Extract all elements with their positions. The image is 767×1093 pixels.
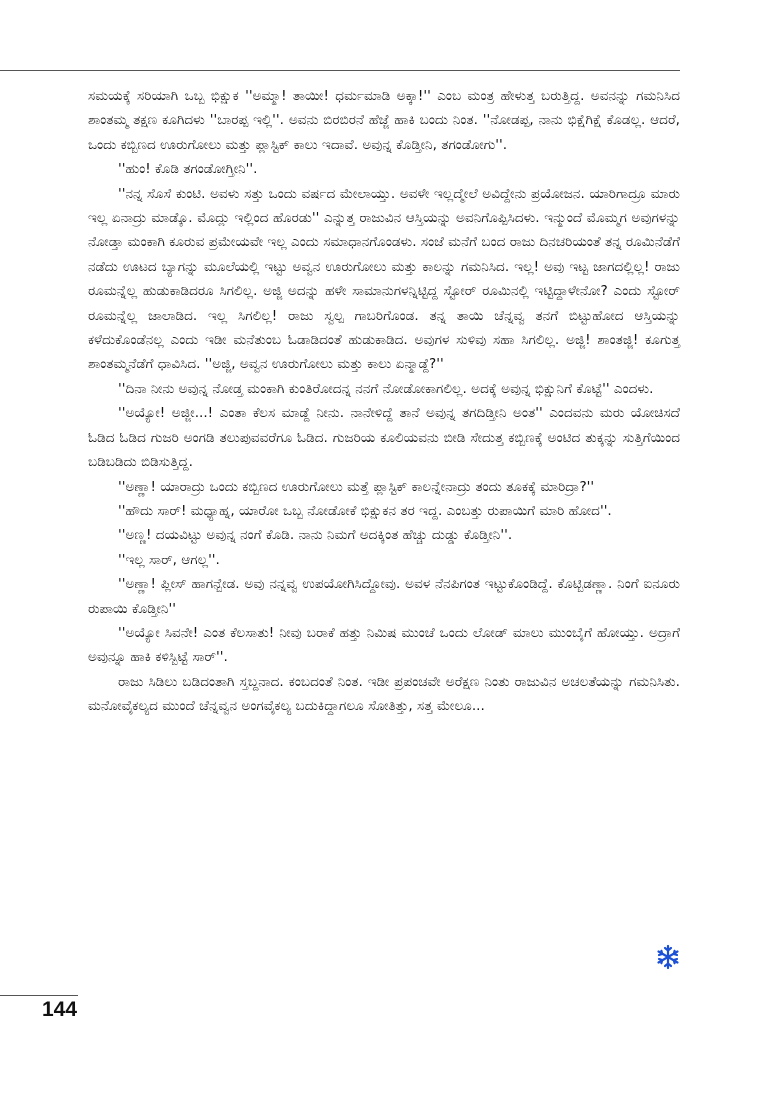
paragraph: ''ಅಯ್ಯೋ! ಅಜ್ಜೀ...! ಎಂತಾ ಕೆಲಸ ಮಾಡ್ದೆ ನೀನು. ನಾನೇಳಿದ್ದೆ ತಾನೆ ಅವುನ್ನ ತಗದಿಡ್ತೀನಿ ಅಂತ'' ಎಂದವನು ಮರು ಯೋಚಿಸದೆ ಓಡಿದ ಓಡಿದ ಗುಜರಿ ಅಂಗಡಿ ತಲುಪುವವರೆಗೂ ಓಡಿದ. ಗುಜರಿಯ ಕೂಲಿಯವನು ಬೀಡಿ ಸೇದುತ್ತ ಕಬ್ಬಿಣಕ್ಕೆ ಅಂಟಿದ ತುಕ್ಕನ್ನು ಸುತ್ತಿಗೆಯಿಂದ ಬಡಿಬಡಿದು ಬಿಡಿಸುತ್ತಿದ್ದ. — [88, 405, 680, 471]
header-rule — [0, 70, 680, 71]
paragraph: ''ಅಣ್ಣಾ! ಪ್ಲೀಸ್ ಹಾಗನ್ಬೇಡ. ಅವು ನನ್ನವ್ವ ಉಪಯೋಗಿಸಿದ್ದೋವು. ಅವಳ ನೆನಪಿಗಂತ ಇಟ್ಟುಕೊಂಡಿದ್ದೆ. ಕೊಟ್ಬಿಡಣ್ಣಾ. ನಿಂಗೆ ಐನೂರು ರುಪಾಯಿ ಕೊಡ್ತೀನಿ'' — [88, 576, 680, 617]
paragraph: ''ಅಯ್ಯೋ ಸಿವನೇ! ಎಂತ ಕೆಲಸಾತು! ನೀವು ಬರಾಕೆ ಹತ್ತು ನಿಮಿಷ ಮುಂಚೆ ಒಂದು ಲೋಡ್ ಮಾಲು ಮುಂಬೈಗೆ ಹೋಯ್ತು. ಅದ್ರಾಗೆ ಅವುನ್ನೂ ಹಾಕಿ ಕಳಿಸ್ಬಿಟ್ಟೆ ಸಾರ್''. — [88, 624, 680, 666]
story-text — [88, 84, 680, 719]
paragraph: ''ಅಣ್ಣಾ! ಯಾರಾದ್ರು ಒಂದು ಕಬ್ಬಿಣದ ಊರುಗೋಲು ಮತ್ತೆ ಪ್ಲಾಸ್ಟಿಕ್ ಕಾಲನ್ನೇನಾದ್ರು ತಂದು ತೂಕಕ್ಕೆ ಮಾರಿದ್ರಾ?'' — [118, 478, 595, 495]
paragraph: ''ಹೌದು ಸಾರ್! ಮಧ್ಯಾಹ್ನ, ಯಾರೋ ಒಬ್ಬ ನೋಡೋಕೆ ಭಿಕ್ಷುಕನ ತರ ಇದ್ದ. ಎಂಬತ್ತು ರುಪಾಯಿಗೆ ಮಾರಿ ಹೋದ''. — [118, 502, 612, 519]
paragraph: ''ದಿನಾ ನೀನು ಅವುನ್ನ ನೋಡ್ತ ಮಂಕಾಗಿ ಕುಂತಿರೋದನ್ನ ನನಗೆ ನೋಡೋಕಾಗಲಿಲ್ಲ. ಅದಕ್ಕೆ ಅವುನ್ನ ಭಿಕ್ಷುನಿಗೆ ಕೊಟ್ಟೆ'' ಎಂದಳು. — [118, 380, 654, 397]
paragraph: ಸಮಯಕ್ಕೆ ಸರಿಯಾಗಿ ಒಬ್ಬ ಭಿಕ್ಷುಕ ''ಅಮ್ಮಾ! ತಾಯೀ! ಧರ್ಮಮಾಡಿ ಅಕ್ಕಾ!'' ಎಂಬ ಮಂತ್ರ ಹೇಳುತ್ತ ಬರುತ್ತಿದ್ದ. ಅವನನ್ನು ಗಮನಿಸಿದ ಶಾಂತಮ್ಮ ತಕ್ಷಣ ಕೂಗಿದಳು ''ಬಾರಪ್ಪ ಇಲ್ಲಿ''. ಅವನು ಬಿರಬಿರನೆ ಹೆಜ್ಜೆ ಹಾಕಿ ಬಂದು ನಿಂತ. ''ನೋಡಪ್ಪ, ನಾನು ಭಿಕ್ಷೆಗಿಕ್ಷೆ ಕೊಡಲ್ಲ. ಆದರೆ, ಒಂದು ಕಬ್ಬಿಣದ ಊರುಗೋಲು ಮತ್ತು ಪ್ಲಾಸ್ಟಿಕ್ ಕಾಲು ಇದಾವೆ. ಅವುನ್ನ ಕೊಡ್ತೀನಿ, ತಗಂಡೋಗು''. — [88, 88, 680, 153]
paragraph: ''ಇಲ್ಲ ಸಾರ್, ಆಗಲ್ಲ''. — [118, 551, 220, 568]
paragraph: ''ನನ್ನ ಸೊಸೆ ಕುಂಟಿ. ಅವಳು ಸತ್ತು ಒಂದು ವರ್ಷದ ಮೇಲಾಯ್ತು. ಅವಳೇ ಇಲ್ಲದ್ಮೇಲೆ ಅವಿದ್ದೇನು ಪ್ರಯೋಜನ. ಯಾರಿಗಾದ್ರೂ ಮಾರು ಇಲ್ಲ ಏನಾದ್ರು ಮಾಡ್ಕೊ. ಮೊದ್ಲು ಇಲ್ಲಿಂದ ಹೊರಡು'' ಎನ್ನುತ್ತ ರಾಜುವಿನ ಆಸ್ತಿಯನ್ನು ಅವನಿಗೊಪ್ಪಿಸಿದಳು. ಇನ್ಮುಂದೆ ಮೊಮ್ಮಗ ಅವುಗಳನ್ನು ನೋಡ್ತಾ ಮಂಕಾಗಿ ಕೂರುವ ಪ್ರಮೇಯವೇ ಇಲ್ಲ ಎಂದು ಸಮಾಧಾನಗೊಂಡಳು. ಸಂಜೆ ಮನೆಗೆ ಬಂದ ರಾಜು ದಿನಚರಿಯಂತೆ ತನ್ನ ರೂಮಿನೆಡೆಗೆ ನಡೆದು ಊಟದ ಬ್ಯಾಗನ್ನು ಮೂಲೆಯಲ್ಲಿ ಇಟ್ಟು ಅವ್ವನ ಊರುಗೋಲು ಮತ್ತು ಕಾಲನ್ನು ಗಮನಿಸಿದ. ಇಲ್ಲ! ಅವು ಇಟ್ಟ ಜಾಗದಲ್ಲಿಲ್ಲ! ರಾಜು ರೂಮನ್ನೆಲ್ಲ ಹುಡುಕಾಡಿದರೂ ಸಿಗಲಿಲ್ಲ. ಅಜ್ಜಿ ಅದನ್ನು ಹಳೇ ಸಾಮಾನುಗಳನ್ನಿಟ್ಟಿದ್ದ ಸ್ಟೋರ್ ರೂಮಿನಲ್ಲಿ ಇಟ್ಟಿದ್ದಾಳೇನೋ? ಎಂದು ಸ್ಟೋರ್ ರೂಮನ್ನೆಲ್ಲ ಜಾಲಾಡಿದ. ಇಲ್ಲ ಸಿಗಲಿಲ್ಲ! ರಾಜು ಸ್ವಲ್ಪ ಗಾಬರಿಗೊಂಡ. ತನ್ನ ತಾಯಿ ಚೆನ್ನವ್ವ ತನಗೆ ಬಿಟ್ಟುಹೋದ ಆಸ್ತಿಯನ್ನು ಕಳೆದುಕೊಂಡೆನಲ್ಲ ಎಂದು ಇಡೀ ಮನೆತುಂಬ ಓಡಾಡಿದಂತೆ ಹುಡುಕಾಡಿದ. ಅವುಗಳ ಸುಳಿವು ಸಹಾ ಸಿಗಲಿಲ್ಲ. ಅಜ್ಜಿ! ಶಾಂತಜ್ಜಿ! ಕೂಗುತ್ತ ಶಾಂತಮ್ಮನೆಡೆಗೆ ಧಾವಿಸಿದ. ''ಅಜ್ಜಿ, ಅವ್ವನ ಊರುಗೋಲು ಮತ್ತು ಕಾಲು ಏನ್ಮಾಡ್ದೆ?'' — [88, 185, 680, 373]
paragraph: ''ಅಣ್ಣ! ದಯವಿಟ್ಟು ಅವುನ್ನ ನಂಗೆ ಕೊಡಿ. ನಾನು ನಿಮಗೆ ಅದಕ್ಕಿಂತ ಹೆಚ್ಚು ದುಡ್ಡು ಕೊಡ್ತೀನಿ''. — [118, 527, 513, 544]
snowflake-icon-graphic — [655, 944, 681, 970]
paragraph: ''ಹುಂ! ಕೊಡಿ ತಗಂಡೋಗ್ತೀನಿ''. — [118, 161, 258, 178]
page-number: 144 — [42, 998, 78, 1021]
footer-rule — [0, 995, 78, 996]
snowflake-icon — [655, 944, 681, 970]
paragraph: ರಾಜು ಸಿಡಿಲು ಬಡಿದಂತಾಗಿ ಸ್ತಬ್ದನಾದ. ಕಂಬದಂತೆ ನಿಂತ. ಇಡೀ ಪ್ರಪಂಚವೇ ಅರೆಕ್ಷಣ ನಿಂತು ರಾಜುವಿನ ಅಚಲತೆಯನ್ನು ಗಮನಿಸಿತು. ಮನೋವೈಕಲ್ಯದ ಮುಂದೆ ಚೆನ್ನವ್ವನ ಅಂಗವೈಕಲ್ಯ ಬದುಕಿದ್ದಾಗಲೂ ಸೋತಿತ್ತು, ಸತ್ತ ಮೇಲೂ... — [88, 673, 680, 715]
